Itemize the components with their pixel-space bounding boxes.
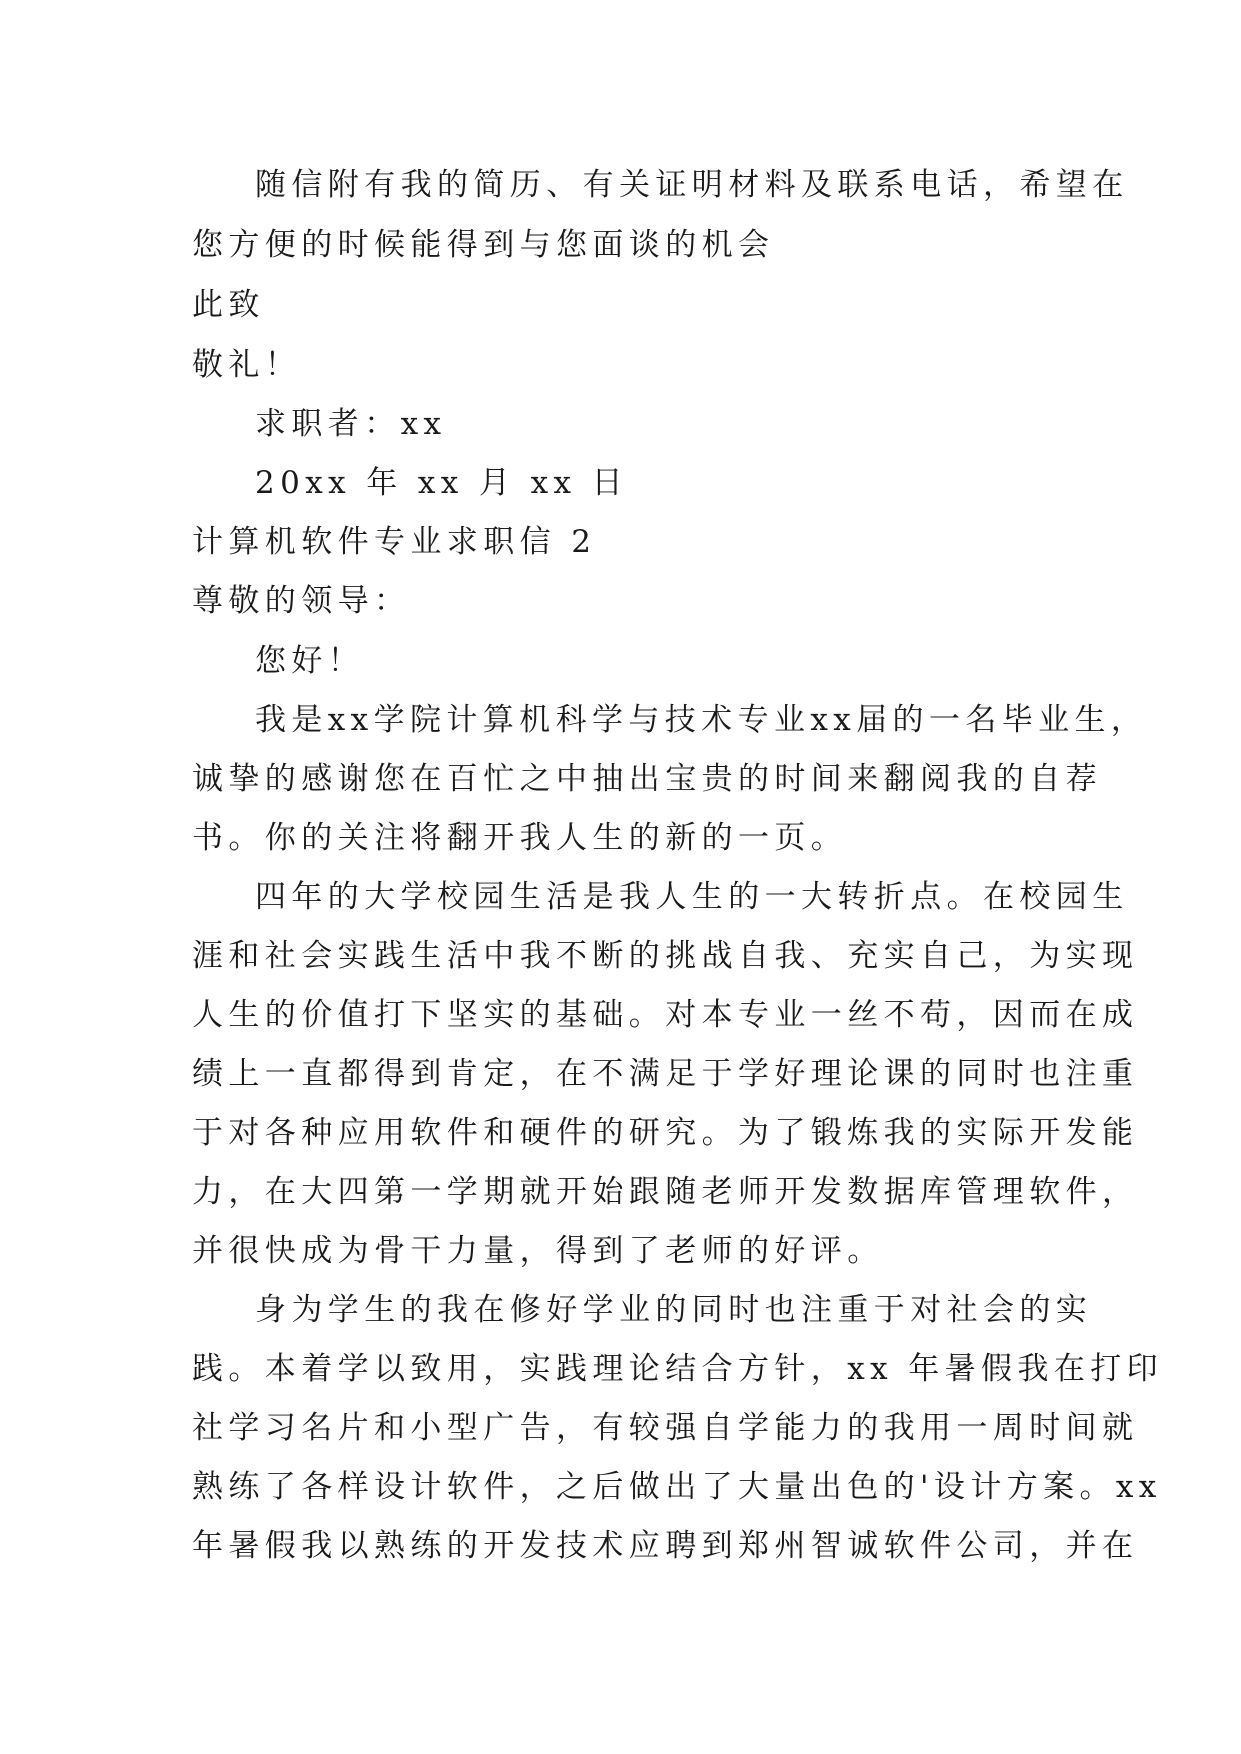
practice-paragraph-line-1: 身为学生的我在修好学业的同时也注重于对社会的实	[255, 1292, 1093, 1328]
study-paragraph-line-6: 力，在大四第一学期就开始跟随老师开发数据库管理软件，	[192, 1174, 1139, 1210]
applicant-signature: 求职者：xx	[255, 406, 447, 442]
letter-date: 20xx 年 xx 月 xx 日	[255, 465, 629, 501]
greeting-hello: 您好！	[255, 643, 365, 679]
study-paragraph-line-5: 于对各种应用软件和硬件的研究。为了锻炼我的实际开发能	[192, 1115, 1139, 1151]
study-paragraph-line-2: 涯和社会实践生活中我不断的挑战自我、充实自己，为实现	[192, 938, 1139, 974]
closing-paragraph-line-2: 您方便的时候能得到与您面谈的机会	[192, 227, 775, 263]
intro-paragraph-line-1: 我是xx学院计算机科学与技术专业xx届的一名毕业生，	[255, 702, 1148, 738]
intro-paragraph-line-2: 诚挚的感谢您在百忙之中抽出宝贵的时间来翻阅我的自荐	[192, 761, 1102, 797]
practice-paragraph-line-5: 年暑假我以熟练的开发技术应聘到郑州智诚软件公司，并在	[192, 1528, 1139, 1564]
study-paragraph-line-1: 四年的大学校园生活是我人生的一大转折点。在校园生	[255, 879, 1129, 915]
study-paragraph-line-4: 绩上一直都得到肯定，在不满足于学好理论课的同时也注重	[192, 1056, 1139, 1092]
closing-paragraph-line-1: 随信附有我的简历、有关证明材料及联系电话，希望在	[255, 167, 1129, 203]
intro-paragraph-line-3: 书。你的关注将翻开我人生的新的一页。	[192, 820, 848, 856]
practice-paragraph-line-4: 熟练了各样设计软件，之后做出了大量出色的'设计方案。xx	[192, 1469, 1162, 1505]
study-paragraph-line-3: 人生的价值打下坚实的基础。对本专业一丝不苟，因而在成	[192, 997, 1139, 1033]
practice-paragraph-line-3: 社学习名片和小型广告，有较强自学能力的我用一周时间就	[192, 1410, 1139, 1446]
salutation-regards: 敬礼！	[192, 347, 302, 383]
practice-paragraph-line-2: 践。本着学以致用，实践理论结合方针，xx 年暑假我在打印	[192, 1351, 1164, 1387]
salutation-closing: 此致	[192, 287, 265, 323]
section-title: 计算机软件专业求职信 2	[192, 524, 597, 560]
study-paragraph-line-7: 并很快成为骨干力量，得到了老师的好评。	[192, 1233, 884, 1269]
greeting-recipient: 尊敬的领导：	[192, 583, 411, 619]
